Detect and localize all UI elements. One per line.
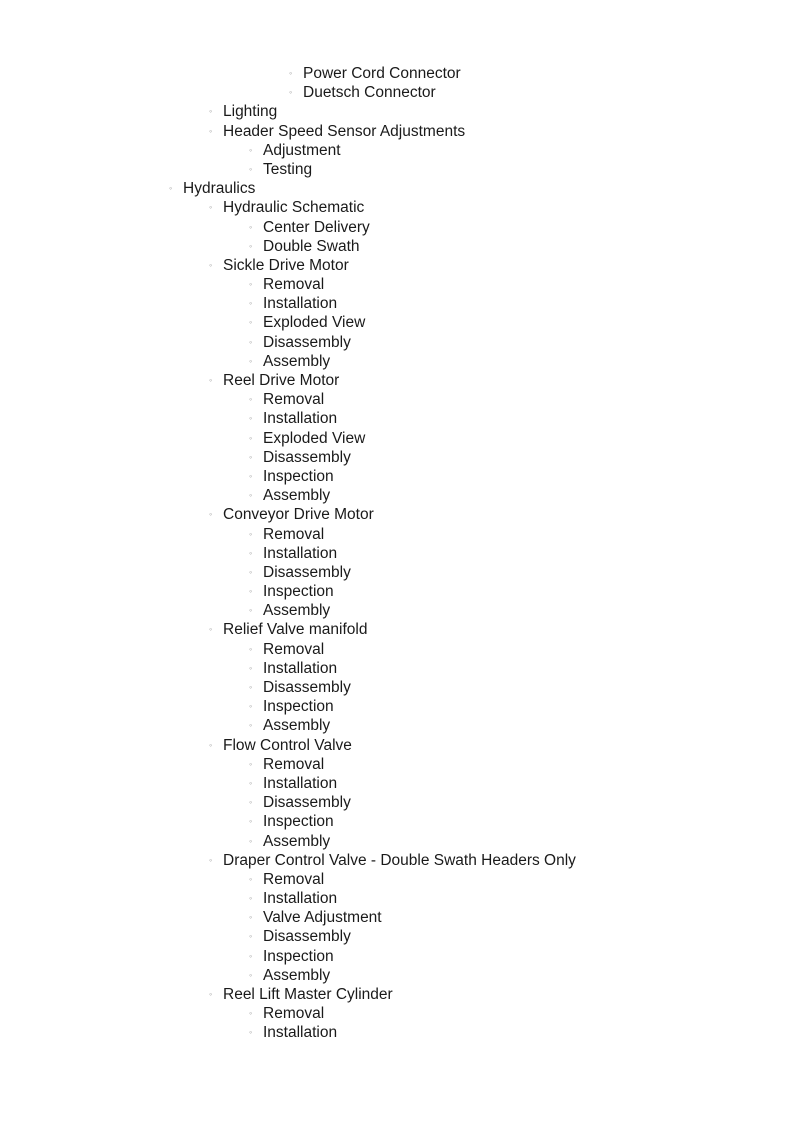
toc-item-label: Assembly (263, 832, 331, 850)
toc-item-label: Conveyor Drive Motor (223, 506, 374, 524)
toc-item-label: Valve Adjustment (263, 909, 382, 927)
bullet-circle-icon: ◦ (289, 87, 293, 98)
bullet-circle-icon: ◦ (249, 1008, 253, 1019)
toc-item-label: Disassembly (263, 563, 351, 581)
bullet-circle-icon: ◦ (249, 893, 253, 904)
bullet-circle-icon: ◦ (249, 643, 253, 654)
toc-item-label: Removal (263, 391, 325, 409)
toc-item-level-2[interactable] (0, 640, 794, 659)
toc-item-label: Installation (263, 1024, 338, 1042)
bullet-circle-icon: ◦ (289, 68, 293, 78)
toc-item-level-1[interactable] (0, 198, 794, 217)
bullet-circle-icon: ◦ (249, 969, 253, 980)
toc-item-level-2[interactable] (0, 659, 794, 678)
bullet-circle-icon: ◦ (249, 912, 253, 923)
toc-item-label: Inspection (263, 813, 334, 831)
toc-item-level-2[interactable] (0, 774, 794, 793)
toc-item-level-2[interactable] (0, 544, 794, 563)
bullet-circle-icon: ◦ (209, 989, 213, 999)
bullet-circle-icon: ◦ (249, 605, 253, 616)
bullet-circle-icon: ◦ (209, 259, 213, 270)
bullet-circle-icon: ◦ (209, 509, 213, 520)
toc-item-label: Installation (263, 544, 338, 562)
toc-item-label: Installation (263, 659, 338, 677)
toc-item-level-2[interactable] (0, 697, 794, 716)
bullet-circle-icon: ◦ (249, 873, 253, 884)
toc-item-level-2[interactable] (0, 333, 794, 352)
toc-item-level-2[interactable] (0, 218, 794, 237)
toc-item-label: Disassembly (263, 448, 351, 466)
bullet-circle-icon: ◦ (249, 777, 253, 788)
toc-item-label: Removal (263, 870, 325, 888)
toc-item-level-1[interactable] (0, 256, 794, 275)
bullet-circle-icon: ◦ (249, 279, 253, 290)
bullet-circle-icon: ◦ (249, 336, 253, 347)
bullet-circle-icon: ◦ (249, 797, 253, 808)
toc-item-label: Inspection (263, 947, 334, 965)
toc-item-level-2[interactable] (0, 160, 794, 179)
toc-item-level-2[interactable] (0, 429, 794, 448)
toc-item-level-2[interactable] (0, 812, 794, 831)
toc-item-level-2[interactable] (0, 966, 794, 985)
bullet-circle-icon: ◦ (249, 451, 253, 462)
toc-item-label: Lighting (223, 103, 278, 121)
bullet-circle-icon: ◦ (249, 758, 253, 769)
bullet-circle-icon: ◦ (249, 432, 253, 443)
bullet-circle-icon: ◦ (209, 125, 213, 136)
bullet-circle-icon: ◦ (209, 106, 213, 117)
toc-item-level-2[interactable] (0, 313, 794, 332)
bullet-circle-icon: ◦ (249, 490, 253, 501)
toc-item-label: Inspection (263, 698, 334, 716)
toc-item-level-2[interactable] (0, 294, 794, 313)
toc-item-level-2[interactable] (0, 486, 794, 505)
bullet-circle-icon: ◦ (249, 835, 253, 846)
bullet-circle-icon: ◦ (249, 950, 253, 961)
toc-item-label: Installation (263, 410, 338, 428)
toc-item-level-2[interactable] (0, 1004, 794, 1023)
toc-item-label: Inspection (263, 467, 334, 485)
toc-item-label: Assembly (263, 602, 331, 620)
bullet-circle-icon: ◦ (249, 163, 253, 174)
toc-item-label: Removal (263, 525, 325, 543)
toc-item-label: Flow Control Valve (223, 736, 352, 754)
toc-item-level-2[interactable] (0, 678, 794, 697)
toc-item-label: Disassembly (263, 794, 351, 812)
toc-item-level-2[interactable] (0, 352, 794, 371)
toc-item-label: Assembly (263, 717, 331, 735)
toc-item-label: Removal (263, 640, 325, 658)
bullet-circle-icon: ◦ (209, 854, 213, 865)
toc-item-label: Installation (263, 295, 338, 313)
toc-item-level-2[interactable] (0, 601, 794, 620)
bullet-circle-icon: ◦ (249, 413, 253, 424)
toc-item-level-2[interactable] (0, 889, 794, 908)
toc-item-label: Adjustment (263, 141, 341, 159)
toc-item-level-2[interactable] (0, 448, 794, 467)
toc-item-level-1[interactable] (0, 102, 794, 121)
toc-item-level-3[interactable] (0, 64, 794, 83)
toc-item-label: Reel Drive Motor (223, 372, 340, 389)
toc-item-level-1[interactable] (0, 736, 794, 755)
toc-item-level-2[interactable] (0, 409, 794, 428)
toc-item-label: Assembly (263, 966, 331, 984)
toc-item-level-2[interactable] (0, 908, 794, 927)
toc-item-level-1[interactable] (0, 371, 794, 390)
bullet-circle-icon: ◦ (249, 221, 253, 232)
toc-item-level-1[interactable] (0, 620, 794, 639)
toc-item-level-2[interactable] (0, 141, 794, 160)
toc-item-level-2[interactable] (0, 582, 794, 601)
toc-item-label: Power Cord Connector (303, 65, 461, 82)
toc-item-label: Center Delivery (263, 218, 370, 236)
toc-item-label: Exploded View (263, 314, 366, 332)
toc-item-label: Assembly (263, 487, 331, 505)
toc-item-label: Disassembly (263, 928, 351, 946)
toc-item-label: Relief Valve manifold (223, 621, 368, 639)
toc-item-label: Removal (263, 755, 325, 773)
bullet-circle-icon: ◦ (249, 720, 253, 731)
bullet-circle-icon: ◦ (209, 202, 213, 213)
toc-item-label: Hydraulic Schematic (223, 199, 365, 217)
toc-item-label: Exploded View (263, 429, 366, 447)
toc-item-level-2[interactable] (0, 237, 794, 256)
toc-item-label: Sickle Drive Motor (223, 256, 349, 274)
toc-item-level-2[interactable] (0, 1023, 794, 1042)
toc-item-level-3[interactable] (0, 83, 794, 102)
bullet-circle-icon: ◦ (249, 662, 253, 673)
bullet-circle-icon: ◦ (249, 240, 253, 251)
toc-item-level-2[interactable] (0, 390, 794, 409)
bullet-circle-icon: ◦ (249, 586, 253, 597)
toc-item-level-1[interactable] (0, 851, 794, 870)
toc-item-level-2[interactable] (0, 275, 794, 294)
bullet-circle-icon: ◦ (249, 816, 253, 827)
bullet-circle-icon: ◦ (249, 1027, 253, 1038)
bullet-circle-icon: ◦ (209, 375, 213, 385)
toc-item-label: Double Swath (263, 237, 360, 255)
toc-item-level-2[interactable] (0, 793, 794, 812)
toc-item-label: Disassembly (263, 679, 351, 696)
toc-item-label: Installation (263, 774, 338, 792)
toc-item-label: Testing (263, 160, 313, 178)
bullet-circle-icon: ◦ (169, 183, 173, 194)
bullet-circle-icon: ◦ (249, 144, 253, 155)
toc-item-level-2[interactable] (0, 716, 794, 735)
bullet-circle-icon: ◦ (249, 470, 253, 481)
toc-item-level-1[interactable] (0, 122, 794, 141)
toc-item-label: Removal (263, 1005, 325, 1023)
bullet-circle-icon: ◦ (249, 394, 253, 405)
bullet-circle-icon: ◦ (249, 528, 253, 539)
bullet-circle-icon: ◦ (249, 547, 253, 558)
bullet-circle-icon: ◦ (249, 298, 253, 309)
toc-item-level-2[interactable] (0, 525, 794, 544)
toc-item-label: Installation (263, 890, 338, 908)
toc-item-level-2[interactable] (0, 947, 794, 966)
toc-item-level-2[interactable] (0, 927, 794, 946)
bullet-circle-icon: ◦ (249, 682, 253, 692)
toc-item-label: Disassembly (263, 333, 351, 351)
toc-item-level-2[interactable] (0, 563, 794, 582)
toc-item-level-1[interactable] (0, 505, 794, 524)
toc-item-label: Removal (263, 276, 325, 294)
table-of-contents (0, 64, 794, 1043)
bullet-circle-icon: ◦ (249, 701, 253, 712)
bullet-circle-icon: ◦ (249, 931, 253, 942)
bullet-circle-icon: ◦ (249, 566, 253, 577)
toc-item-label: Draper Control Valve - Double Swath Headers Only (223, 851, 576, 869)
toc-item-label: Hydraulics (183, 180, 256, 198)
bullet-circle-icon: ◦ (249, 355, 253, 366)
bullet-circle-icon: ◦ (209, 739, 213, 750)
toc-item-level-2[interactable] (0, 832, 794, 851)
toc-item-label: Inspection (263, 583, 334, 601)
toc-item-label: Reel Lift Master Cylinder (223, 986, 393, 1003)
toc-item-label: Header Speed Sensor Adjustments (223, 122, 466, 140)
toc-item-label: Assembly (263, 352, 331, 370)
toc-item-level-2[interactable] (0, 467, 794, 486)
bullet-circle-icon: ◦ (249, 317, 253, 328)
toc-item-level-2[interactable] (0, 755, 794, 774)
toc-item-label: Duetsch Connector (303, 84, 436, 102)
bullet-circle-icon: ◦ (209, 624, 213, 635)
toc-item-level-0[interactable] (0, 179, 794, 198)
toc-item-level-2[interactable] (0, 870, 794, 889)
toc-item-level-1[interactable] (0, 985, 794, 1004)
